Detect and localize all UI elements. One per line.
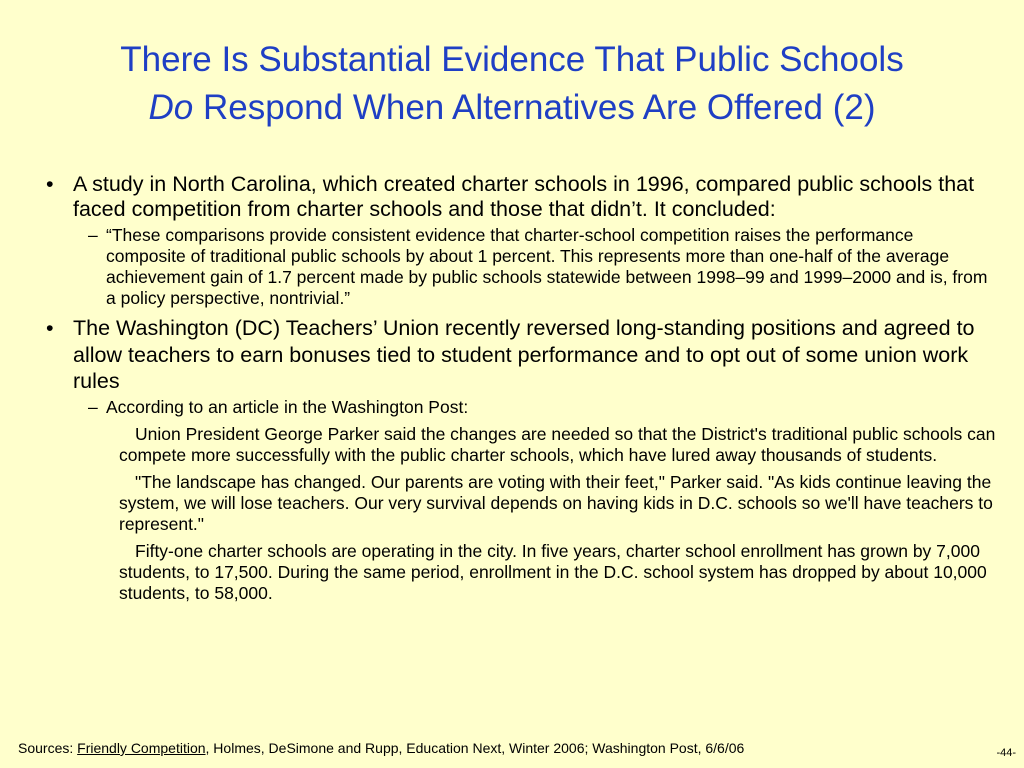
sub-bullet-item xyxy=(46,397,996,418)
source-link[interactable]: Friendly Competition xyxy=(77,740,206,756)
quote-paragraph: Union President George Parker said the changes are needed so that the District's traditional public schools can compete more successfully with the public charter schools, which have lured away thousands of students. xyxy=(119,423,996,465)
title-line-1: There Is Substantial Evidence That Public Schools xyxy=(120,40,904,79)
bullet-text: The Washington (DC) Teachers’ Union recently reversed long-standing positions and agreed to allow teachers to earn bonuses tied to student performance and to opt out of some union work rules xyxy=(73,316,975,393)
sub-bullet-marker: – xyxy=(88,225,98,245)
bullet-text: A study in North Carolina, which created charter schools in 1996, compared public schools that faced competition from charter schools and those that didn’t. It concluded: xyxy=(73,172,975,221)
sub-bullet-text: “These comparisons provide consistent evidence that charter-school competition raises the performance composite of traditional public schools by about 1 percent. This represents more than one-half of the average achievement gain of 1.7 percent made by public schools statewide between 1998–99 and 1999–2000 and is, from a policy perspective, nontrivial.” xyxy=(106,225,988,308)
page-number: -44- xyxy=(996,747,1016,759)
title-line-2-rest: Respond When Alternatives Are Offered (2) xyxy=(193,88,876,127)
sources-prefix: Sources: xyxy=(18,740,78,756)
bullet-item xyxy=(46,315,996,395)
sub-bullet-marker: – xyxy=(88,396,98,417)
quote-paragraph: "The landscape has changed. Our parents are voting with their feet," Parker said. "As kids continue leaving the system, we will lose teachers. Our very survival depends on having kids in D.C. schools so we'll have teachers to represent." xyxy=(119,471,993,534)
title-emphasis: Do xyxy=(148,88,194,127)
bullet-marker: • xyxy=(46,172,54,196)
sources-rest: , Holmes, DeSimone and Rupp, Education Next, Winter 2006; Washington Post, 6/6/06 xyxy=(205,740,745,756)
title-line-2 xyxy=(40,84,984,132)
slide-title xyxy=(40,36,984,132)
sub-bullet-text: According to an article in the Washington Post: xyxy=(106,396,469,417)
sub-bullet-item xyxy=(46,225,996,309)
bullet-marker: • xyxy=(46,316,54,340)
quote-paragraph: Fifty-one charter schools are operating in the city. In five years, charter school enrollment has grown by 7,000 students, to 17,500. During the same period, enrollment in the D.C. school system has dropped by about 10,000 students, to 58,000. xyxy=(119,540,987,603)
sources-footer xyxy=(18,739,744,757)
slide-body xyxy=(46,172,996,604)
bullet-item xyxy=(46,172,996,222)
